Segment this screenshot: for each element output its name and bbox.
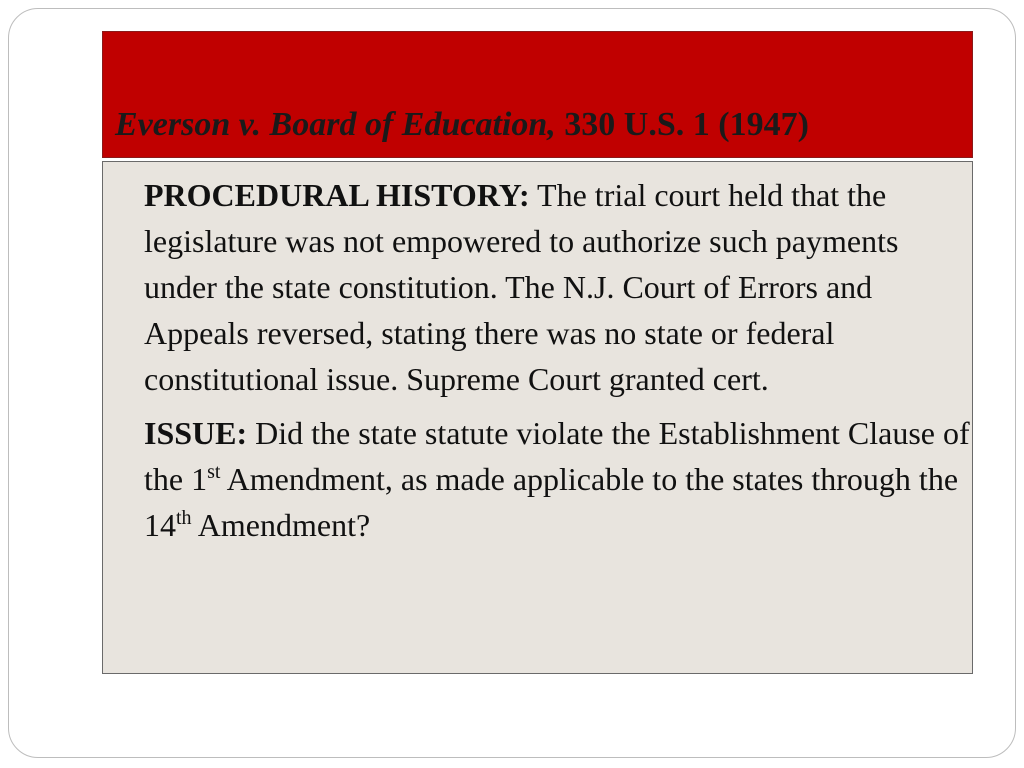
procedural-history-text: The trial court held that the legislature was not empowered to authorize such payments under the state constitution. The N.J. Court of Errors and Appeals reversed, stating there was no state or federal constitutional issue. Supreme Court granted cert. xyxy=(144,177,899,397)
issue-label: ISSUE: xyxy=(144,415,248,451)
issue-text-part1: Did the state statute violate the Establishment Clause of the 1 xyxy=(144,415,970,497)
slide-content xyxy=(144,172,974,556)
content-box xyxy=(102,161,973,674)
case-citation: 330 U.S. 1 (1947) xyxy=(555,106,809,143)
procedural-history-paragraph xyxy=(144,172,974,402)
slide-title xyxy=(115,108,809,142)
issue-sup-st: st xyxy=(207,461,221,483)
procedural-history-label: PROCEDURAL HISTORY: xyxy=(144,177,530,213)
issue-text-part2: Amendment, as made applicable to the states through the 14 xyxy=(144,461,959,543)
issue-text-part3: Amendment? xyxy=(191,507,371,543)
case-name: Everson v. Board of Education, xyxy=(115,106,556,143)
issue-paragraph xyxy=(144,410,974,548)
title-bar xyxy=(102,31,973,158)
issue-sup-th: th xyxy=(176,507,192,529)
